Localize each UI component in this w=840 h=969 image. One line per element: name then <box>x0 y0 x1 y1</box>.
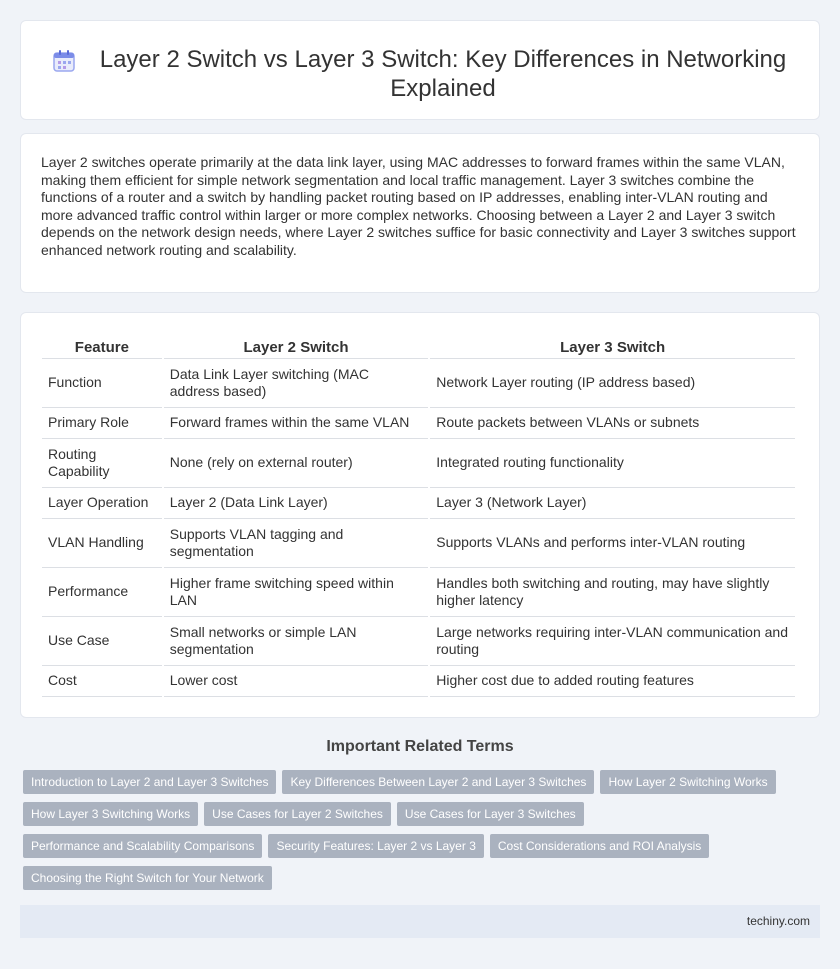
layer3-cell: Supports VLANs and performs inter-VLAN routing <box>430 519 795 568</box>
table-row <box>42 408 795 439</box>
layer3-cell: Route packets between VLANs or subnets <box>430 408 795 439</box>
title-wrap <box>21 21 819 103</box>
related-tag[interactable]: Use Cases for Layer 3 Switches <box>397 802 584 826</box>
related-tag[interactable]: Use Cases for Layer 2 Switches <box>204 802 391 826</box>
table-row <box>42 439 795 488</box>
page-title: Layer 2 Switch vs Layer 3 Switch: Key Differences in Networking Explained <box>99 46 787 102</box>
related-tag[interactable]: Key Differences Between Layer 2 and Layer 3 Switches <box>282 770 594 794</box>
layer2-cell: Forward frames within the same VLAN <box>164 408 429 439</box>
table-row <box>42 359 795 408</box>
layer2-cell: Small networks or simple LAN segmentation <box>164 617 429 666</box>
feature-cell: Cost <box>42 666 162 697</box>
feature-cell: Performance <box>42 568 162 617</box>
layer2-cell: Data Link Layer switching (MAC address based) <box>164 359 429 408</box>
feature-cell: Routing Capability <box>42 439 162 488</box>
feature-cell: VLAN Handling <box>42 519 162 568</box>
layer3-cell: Handles both switching and routing, may have slightly higher latency <box>430 568 795 617</box>
related-tag[interactable]: Performance and Scalability Comparisons <box>23 834 262 858</box>
header-feature: Feature <box>42 333 162 359</box>
table-row <box>42 617 795 666</box>
header-layer3: Layer 3 Switch <box>430 333 795 359</box>
layer3-cell: Layer 3 (Network Layer) <box>430 488 795 519</box>
layer3-cell: Large networks requiring inter-VLAN communication and routing <box>430 617 795 666</box>
feature-cell: Use Case <box>42 617 162 666</box>
related-tag[interactable]: Introduction to Layer 2 and Layer 3 Switches <box>23 770 276 794</box>
footer-site[interactable]: techiny.com <box>746 914 810 928</box>
related-tag[interactable]: Security Features: Layer 2 vs Layer 3 <box>268 834 483 858</box>
layer2-cell: Lower cost <box>164 666 429 697</box>
table-row <box>42 666 795 697</box>
comparison-table <box>40 333 797 697</box>
footer <box>20 905 820 938</box>
feature-cell: Primary Role <box>42 408 162 439</box>
comparison-table-card <box>20 312 820 718</box>
related-terms-title: Important Related Terms <box>326 738 514 755</box>
related-terms-tags <box>23 770 813 890</box>
layer3-cell: Higher cost due to added routing features <box>430 666 795 697</box>
intro-paragraph: Layer 2 switches operate primarily at the data link layer, using MAC addresses to forward frames within the same VLAN, making them efficient for simple network segmentation and local traffic management. Layer 3 switches combine the functions of a router and a switch by handling packet routing based on IP addresses, enabling inter-VLAN routing and more advanced traffic control within larger or more complex networks. Choosing between a Layer 2 and Layer 3 switch depends on the network design needs, where Layer 2 switches suffice for basic connectivity and Layer 3 switches support enhanced network routing and scalability. <box>41 154 796 258</box>
title-card <box>20 20 820 120</box>
feature-cell: Layer Operation <box>42 488 162 519</box>
layer3-cell: Network Layer routing (IP address based) <box>430 359 795 408</box>
related-tag[interactable]: How Layer 3 Switching Works <box>23 802 198 826</box>
related-tag[interactable]: Cost Considerations and ROI Analysis <box>490 834 709 858</box>
layer2-cell: None (rely on external router) <box>164 439 429 488</box>
related-tag[interactable]: Choosing the Right Switch for Your Network <box>23 866 272 890</box>
layer2-cell: Higher frame switching speed within LAN <box>164 568 429 617</box>
layer2-cell: Supports VLAN tagging and segmentation <box>164 519 429 568</box>
table-header-row <box>42 333 795 359</box>
related-tag[interactable]: How Layer 2 Switching Works <box>600 770 775 794</box>
intro-card <box>20 133 820 293</box>
table-row <box>42 568 795 617</box>
table-row <box>42 488 795 519</box>
table-row <box>42 519 795 568</box>
layer3-cell: Integrated routing functionality <box>430 439 795 488</box>
feature-cell: Function <box>42 359 162 408</box>
calendar-icon <box>51 48 77 74</box>
header-layer2: Layer 2 Switch <box>164 333 429 359</box>
layer2-cell: Layer 2 (Data Link Layer) <box>164 488 429 519</box>
